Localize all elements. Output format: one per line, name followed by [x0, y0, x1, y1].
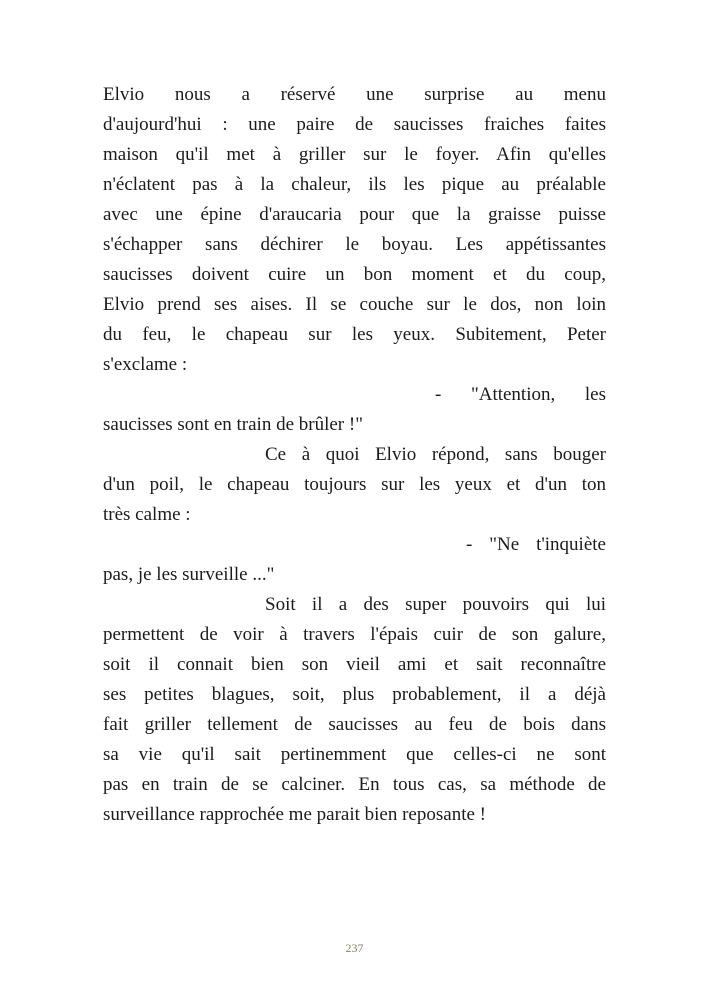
- text-line: surveillance rapprochée me parait bien reposante !: [103, 804, 486, 825]
- text-line: pas, je les surveille ...": [103, 564, 275, 585]
- text-line: du feu, le chapeau sur les yeux. Subitement, Peter: [103, 324, 606, 345]
- text-line: Ce à quoi Elvio répond, sans bouger: [265, 444, 606, 465]
- text-line: d'aujourd'hui : une paire de saucisses fraiches faites: [103, 114, 606, 135]
- text-line: s'exclame :: [103, 354, 188, 375]
- paragraph-narration-2: [103, 440, 606, 530]
- paragraph-dialogue-1: [103, 380, 606, 440]
- text-block: [103, 80, 606, 830]
- text-line: saucisses sont en train de brûler !": [103, 414, 363, 435]
- text-line: s'échapper sans déchirer le boyau. Les appétissantes: [103, 234, 606, 255]
- paragraph-narration-3: [103, 590, 606, 830]
- page-number: 237: [345, 941, 364, 955]
- text-line: Elvio nous a réservé une surprise au menu: [103, 84, 606, 105]
- text-line: très calme :: [103, 504, 191, 525]
- text-line: Soit il a des super pouvoirs qui lui: [265, 594, 606, 615]
- text-line: - "Attention, les: [435, 384, 606, 405]
- text-line: soit il connait bien son vieil ami et sait reconnaître: [103, 654, 606, 675]
- text-line: d'un poil, le chapeau toujours sur les yeux et d'un ton: [103, 474, 606, 495]
- text-line: ses petites blagues, soit, plus probablement, il a déjà: [103, 684, 606, 705]
- text-line: n'éclatent pas à la chaleur, ils les pique au préalable: [103, 174, 606, 195]
- text-line: avec une épine d'araucaria pour que la graisse puisse: [103, 204, 606, 225]
- text-line: pas en train de se calciner. En tous cas, sa méthode de: [103, 774, 606, 795]
- text-line: Elvio prend ses aises. Il se couche sur le dos, non loin: [103, 294, 606, 315]
- paragraph-dialogue-2: [103, 530, 606, 590]
- text-line: permettent de voir à travers l'épais cuir de son galure,: [103, 624, 606, 645]
- paragraph-narration-1: [103, 80, 606, 380]
- text-line: - "Ne t'inquiète: [466, 534, 606, 555]
- text-line: sa vie qu'il sait pertinemment que celles-ci ne sont: [103, 744, 606, 765]
- text-line: saucisses doivent cuire un bon moment et du coup,: [103, 264, 606, 285]
- text-line: fait griller tellement de saucisses au feu de bois dans: [103, 714, 606, 735]
- text-line: maison qu'il met à griller sur le foyer. Afin qu'elles: [103, 144, 606, 165]
